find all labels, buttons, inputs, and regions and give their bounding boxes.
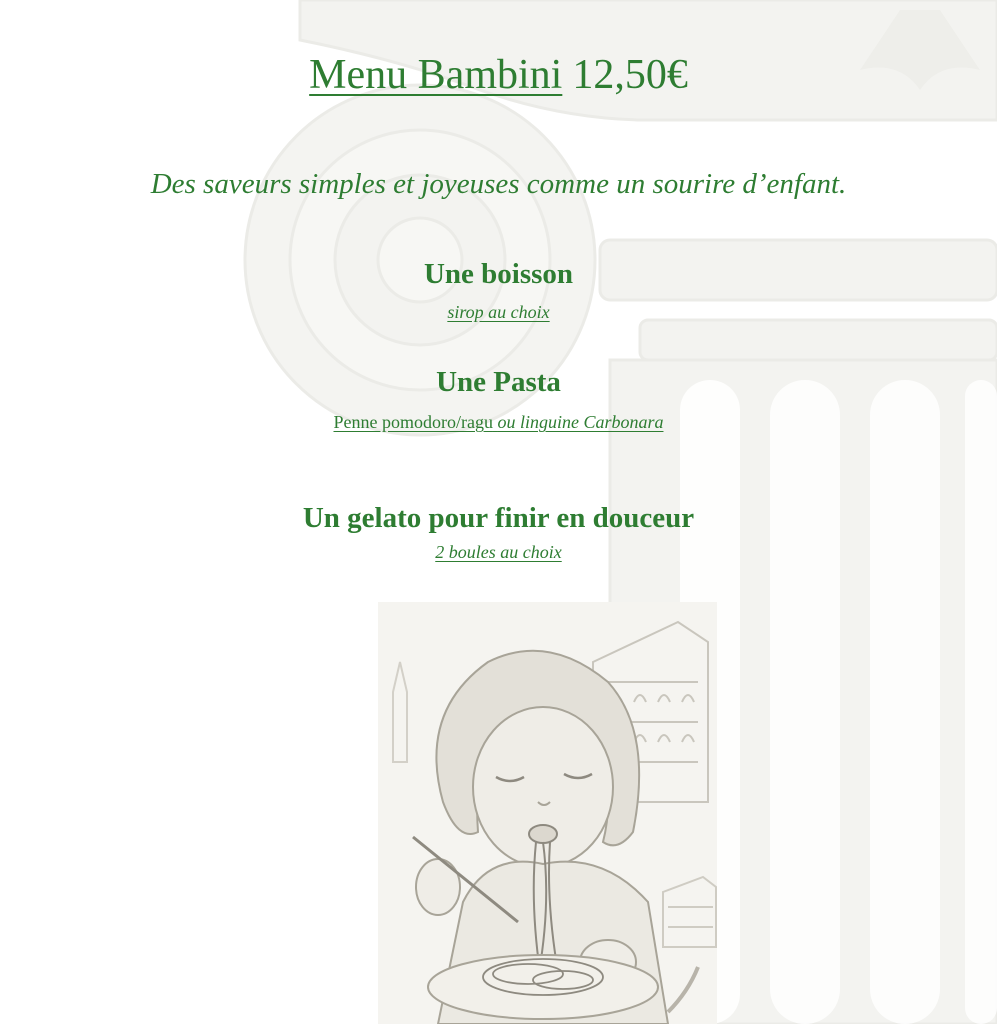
item-detail-pasta [0, 412, 997, 433]
item-heading-pasta: Une Pasta [436, 366, 561, 398]
child-eating-pasta-illustration [378, 602, 717, 1024]
menu-tagline: Des saveurs simples et joyeuses comme un sourire d’enfant. [150, 168, 847, 200]
item-heading-gelato: Un gelato pour finir en douceur [302, 502, 695, 534]
menu-name: Menu Bambini [309, 52, 563, 98]
menu-title [0, 52, 997, 98]
item-heading-drink: Une boisson [423, 258, 574, 290]
pasta-options: Penne pomodoro/ragu [333, 412, 493, 432]
menu-price: 12,50€ [572, 52, 688, 98]
pasta-alternative: ou linguine Carbonara [497, 412, 664, 432]
item-detail-gelato: 2 boules au choix [435, 542, 562, 562]
item-detail-drink: sirop au choix [447, 302, 550, 322]
